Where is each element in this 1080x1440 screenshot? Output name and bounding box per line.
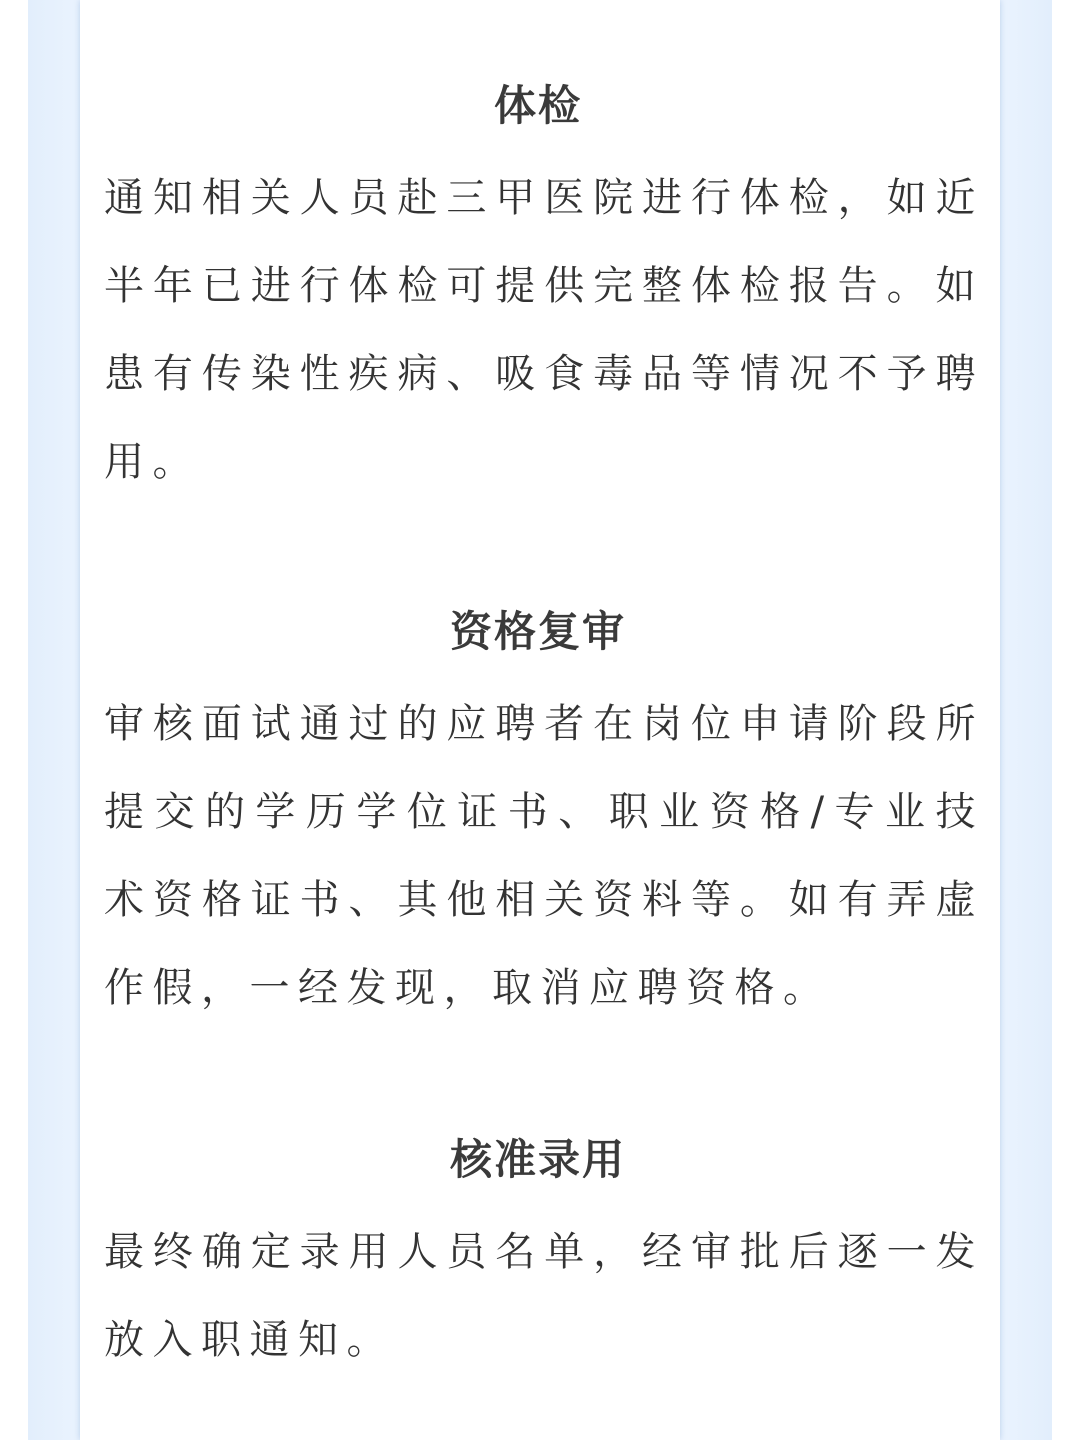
section-body: 审核面试通过的应聘者在岗位申请阶段所提交的学历学位证书、职业资格/专业技术资格证书、其他相关资料等。如有弄虚作假，一经发现，取消应聘资格。 [104, 701, 984, 1011]
section-title: 体检 [493, 81, 582, 130]
section-body: 最终确定录用人员名单，经审批后逐一发放入职通知。 [104, 1229, 984, 1363]
section-title: 核准录用 [449, 1135, 626, 1184]
section-title: 资格复审 [449, 607, 626, 656]
section-body: 通知相关人员赴三甲医院进行体检，如近半年已进行体检可提供完整体检报告。如患有传染性疾病、吸食毒品等情况不予聘用。 [104, 175, 984, 485]
